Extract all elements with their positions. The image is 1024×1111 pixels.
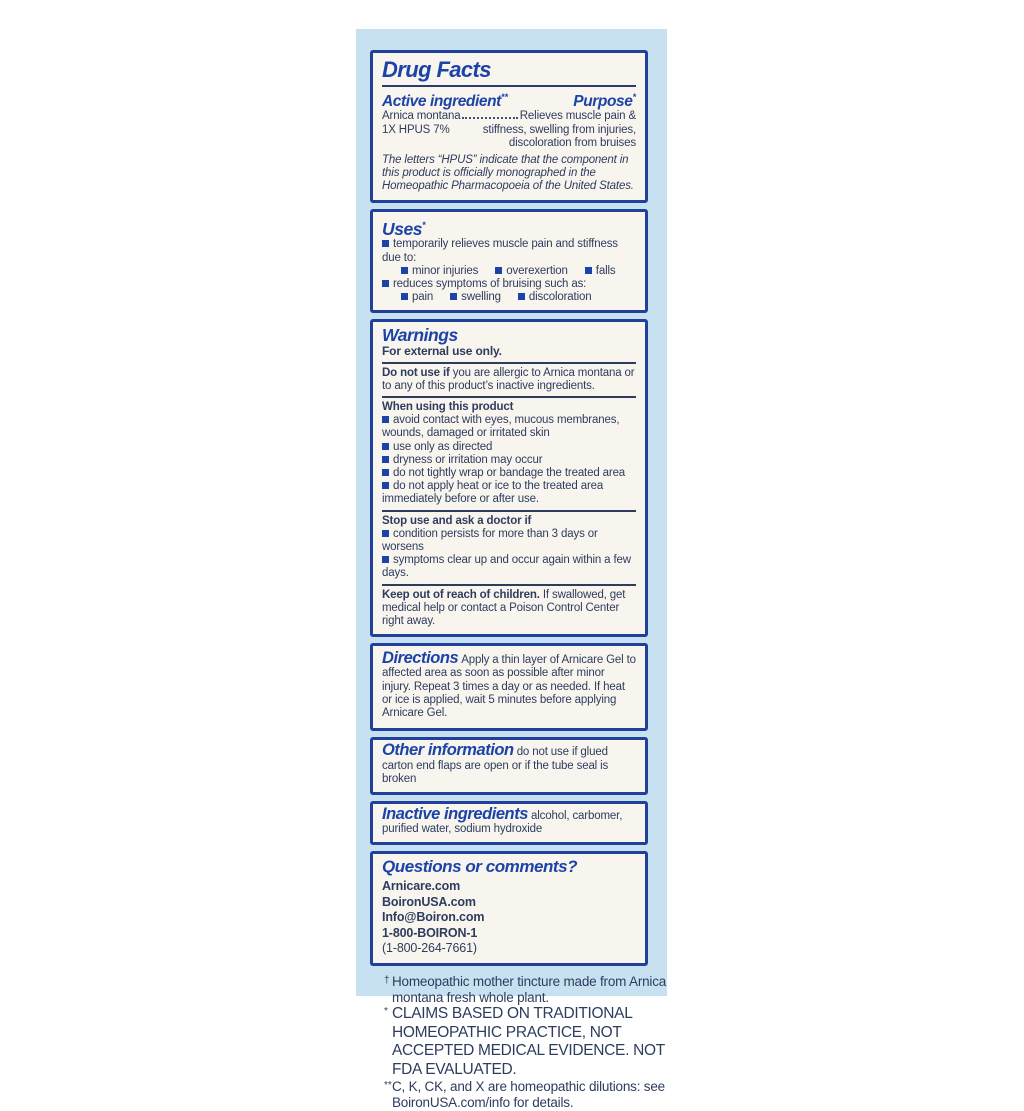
footnote-dilutions-text: C, K, CK, and X are homeopathic dilutions: see BoironUSA.com/info for details. <box>392 1079 665 1111</box>
bullet-square-icon <box>382 556 389 563</box>
dagger-mark: † <box>384 974 390 986</box>
uses-sub-item <box>518 291 592 304</box>
purpose-text-line2: stiffness, swelling from injuries, <box>482 123 636 136</box>
warnings-divider <box>382 362 636 364</box>
hpus-note: The letters “HPUS” indicate that the component in this product is officially monographed in the Homeopathic Pharmacopoeia of the United States. <box>382 153 634 193</box>
stop-use-item-text: condition persists for more than 3 days or worsens <box>382 527 598 554</box>
uses-bullet-1 <box>382 238 636 264</box>
questions-title: Questions or comments? <box>382 857 578 877</box>
bullet-square-icon <box>401 267 408 274</box>
footnote-claims <box>384 1005 678 1079</box>
bullet-square-icon <box>518 293 525 300</box>
bullet-square-icon <box>585 267 592 274</box>
inactive-ingredients-box <box>370 801 648 845</box>
uses-bullet-2-text: reduces symptoms of bruising such as: <box>393 278 587 291</box>
contact-phone: 1-800-BOIRON-1 <box>382 925 478 940</box>
warnings-divider <box>382 396 636 398</box>
ingredient-row <box>382 110 636 123</box>
bullet-square-icon <box>382 280 389 287</box>
keep-out-paragraph <box>382 589 636 629</box>
drug-facts-box <box>370 50 648 203</box>
title-divider <box>382 85 636 87</box>
uses-bullet-1-text: temporarily relieves muscle pain and stiffness due to: <box>382 238 618 264</box>
directions-text: Apply a thin layer of Arnicare Gel to affected area as soon as possible after minor injury. Repeat 3 times a day or as needed. If heat or ice is applied, wait 5 minutes before applying Arnicare Gel. <box>382 654 636 720</box>
when-using-title: When using this product <box>382 401 514 414</box>
uses-bullet-2 <box>382 278 636 291</box>
contact-website: BoironUSA.com <box>382 894 476 909</box>
when-using-item-text: do not apply heat or ice to the treated area immediately before or after use. <box>382 480 604 506</box>
purpose-footnote-mark: * <box>632 92 636 102</box>
warnings-title: Warnings <box>382 325 458 346</box>
contact-website: Arnicare.com <box>382 879 461 894</box>
active-ingredient-header <box>382 91 508 111</box>
when-using-item <box>382 441 636 454</box>
when-using-item-text: dryness or irritation may occur <box>393 453 543 466</box>
stop-use-item-text: symptoms clear up and occur again within a few days. <box>382 554 631 580</box>
when-using-item <box>382 467 636 480</box>
questions-box <box>370 851 648 966</box>
footnote-dagger-text: Homeopathic mother tincture made from Arnica montana fresh whole plant. <box>392 973 667 1005</box>
warnings-divider <box>382 510 636 512</box>
uses-sub-item <box>585 265 616 278</box>
uses-box <box>370 209 648 314</box>
drug-facts-label-panel <box>356 29 667 1111</box>
inactive-ingredients-text: alcohol, carbomer, purified water, sodium hydroxide <box>382 809 623 836</box>
purpose-text-line3: discoloration from bruises <box>508 136 636 149</box>
panel-inner <box>356 29 667 1111</box>
when-using-item <box>382 480 636 506</box>
warnings-box <box>370 319 648 637</box>
do-not-use-lead: Do not use if <box>382 366 450 379</box>
other-information-text: do not use if glued carton end flaps are open or if the tube seal is broken <box>382 746 609 785</box>
uses-footnote-mark: * <box>422 219 426 230</box>
stop-use-title: Stop use and ask a doctor if <box>382 514 532 527</box>
external-use-note: For external use only. <box>382 344 502 359</box>
uses-sub-bullets-1 <box>382 265 636 278</box>
bullet-square-icon <box>382 240 389 247</box>
uses-sub-item <box>401 291 433 304</box>
uses-title <box>382 215 636 239</box>
bullet-square-icon <box>382 456 389 463</box>
uses-sub-item-text: pain <box>412 291 434 304</box>
active-ingredient-footnote-mark: ** <box>500 92 508 102</box>
dot-leader <box>462 117 517 119</box>
bullet-square-icon <box>382 469 389 476</box>
bullet-square-icon <box>450 293 457 300</box>
bullet-square-icon <box>382 443 389 450</box>
do-not-use-paragraph <box>382 367 636 393</box>
contact-email: Info@Boiron.com <box>382 910 485 925</box>
when-using-item-text: use only as directed <box>393 440 493 453</box>
when-using-item-text: avoid contact with eyes, mucous membranes, wounds, damaged or irritated skin <box>382 414 620 440</box>
purpose-header <box>573 91 636 111</box>
double-asterisk-mark: ** <box>384 1080 392 1092</box>
inactive-ingredients-title: Inactive ingredients <box>382 804 528 823</box>
inactive-ingredients-paragraph <box>382 804 636 836</box>
bullet-square-icon <box>382 416 389 423</box>
other-information-title: Other information <box>382 741 514 760</box>
ingredient-strength-row <box>382 124 636 137</box>
uses-sub-item-text: minor injuries <box>412 264 479 277</box>
uses-sub-item-text: falls <box>595 264 616 277</box>
uses-title-text: Uses <box>382 218 423 239</box>
ingredient-strength: 1X HPUS 7% <box>382 123 450 136</box>
contact-phone-numeric: (1-800-264-7661) <box>382 941 477 956</box>
directions-paragraph <box>382 649 636 720</box>
when-using-item <box>382 414 636 440</box>
bullet-square-icon <box>382 530 389 537</box>
directions-title: Directions <box>382 649 459 668</box>
footnotes <box>384 974 678 1111</box>
ingredient-purpose-headers <box>382 91 636 111</box>
uses-sub-item <box>401 265 478 278</box>
uses-sub-item <box>450 291 501 304</box>
drug-facts-title: Drug Facts <box>382 57 491 82</box>
uses-sub-item-text: overexertion <box>506 264 568 277</box>
when-using-item-text: do not tightly wrap or bandage the treated area <box>393 467 626 480</box>
footnote-claims-text: CLAIMS BASED ON TRADITIONAL HOMEOPATHIC PRACTICE, NOT ACCEPTED MEDICAL EVIDENCE. NOT FDA EVALUATED. <box>392 1005 665 1078</box>
active-ingredient-label: Active ingredient <box>382 93 501 111</box>
other-information-paragraph <box>382 741 636 786</box>
footnote-dagger <box>384 974 678 1006</box>
bullet-square-icon <box>495 267 502 274</box>
bullet-square-icon <box>382 482 389 489</box>
directions-box <box>370 643 648 731</box>
stop-use-item <box>382 528 636 554</box>
bullet-square-icon <box>401 293 408 300</box>
warnings-divider <box>382 584 636 586</box>
asterisk-mark: * <box>384 1006 388 1018</box>
when-using-item <box>382 454 636 467</box>
uses-sub-bullets-2 <box>382 291 636 304</box>
purpose-text-line1: Relieves muscle pain & <box>519 110 636 123</box>
uses-sub-item-text: discoloration <box>528 291 592 304</box>
footnote-dilutions <box>384 1079 678 1111</box>
stop-use-item <box>382 554 636 580</box>
keep-out-rest: If swallowed, get medical help or contact a Poison Control Center right away. <box>382 588 626 628</box>
uses-sub-item <box>495 265 567 278</box>
uses-sub-item-text: swelling <box>461 291 501 304</box>
ingredient-name: Arnica montana <box>382 110 461 123</box>
keep-out-lead: Keep out of reach of children. <box>382 588 540 601</box>
do-not-use-rest: you are allergic to Arnica montana or to any of this product’s inactive ingredients. <box>382 366 635 392</box>
purpose-label: Purpose <box>573 93 633 111</box>
other-information-box <box>370 737 648 795</box>
